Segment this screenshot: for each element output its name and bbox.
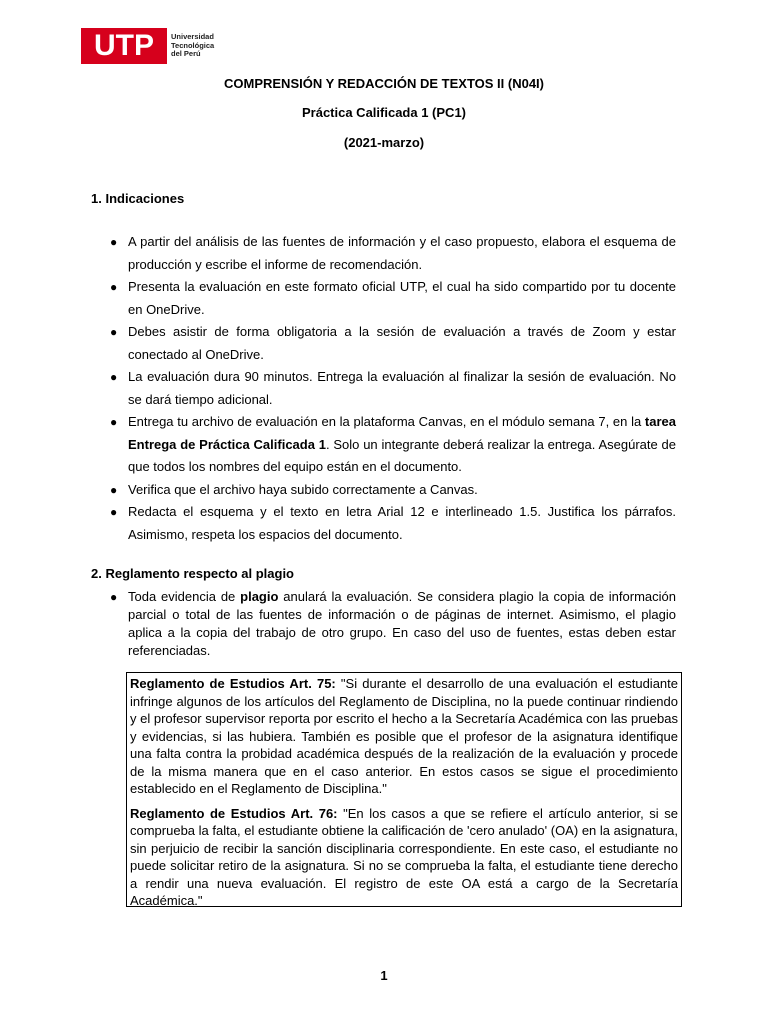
utp-logo-text xyxy=(171,33,214,59)
list-item: ● Redacta el esquema y el texto en letra Arial 12 e interlineado 1.5. Justifica los párrafos. Asimismo, respeta los espacios del documento. xyxy=(91,501,676,546)
bullet-icon: ● xyxy=(110,325,118,339)
bullet-icon: ● xyxy=(110,415,118,429)
list-item: ● Entrega tu archivo de evaluación en la plataforma Canvas, en el módulo semana 7, en la tarea Entrega de Práctica Calificada 1. Solo un integrante deberá realizar la entrega. Asegúrate de que todos los nombres del equipo están en el documento. xyxy=(91,411,676,479)
list-item: ● Debes asistir de forma obligatoria a la sesión de evaluación a través de Zoom y estar conectado al OneDrive. xyxy=(91,321,676,366)
course-title: COMPRENSIÓN Y REDACCIÓN DE TEXTOS II (N04I) xyxy=(224,76,544,91)
article-76 xyxy=(130,805,678,910)
article-76-text: "En los casos a que se refiere el artículo anterior, si se comprueba la falta, el estudiante obtiene la calificación de 'cero anulado' (OA) en la asignatura, sin perjuicio de recibir la sanción disciplinaria correspondiente. En este caso, el estudiante no puede solicitar retiro de la asignatura. Si no se comprueba la falta, el estudiante tiene derecho a rendir una nueva evaluación. El registro de este OA está a cargo de la Secretaría Académica." xyxy=(130,805,678,908)
bullet-icon: ● xyxy=(110,280,118,294)
bullet-icon: ● xyxy=(110,235,118,249)
article-75 xyxy=(130,675,678,798)
section-1-heading: 1. Indicaciones xyxy=(91,191,185,206)
logo-line-3: del Perú xyxy=(171,49,201,59)
logo-line-1: Universidad xyxy=(171,32,214,42)
instructions-list xyxy=(91,231,676,546)
utp-logo-mark: UTP xyxy=(81,28,167,64)
logo-line-2: Tecnológica xyxy=(171,40,215,50)
page-number: 1 xyxy=(380,968,388,983)
plagiarism-list xyxy=(91,588,676,660)
list-item: ● Toda evidencia de plagio anulará la evaluación. Se considera plagio la copia de información parcial o total de las fuentes de información o de páginas de internet. Asimismo, el plagio aplica a la copia del trabajo de otro grupo. En caso del uso de fuentes, estas deben estar referenciadas. xyxy=(110,589,676,658)
bullet-icon: ● xyxy=(110,370,118,384)
exam-date: (2021-marzo) xyxy=(343,135,425,150)
section-2-heading: 2. Reglamento respecto al plagio xyxy=(91,566,294,581)
list-item: ● A partir del análisis de las fuentes de información y el caso propuesto, elabora el esquema de producción y escribe el informe de recomendación. xyxy=(91,231,676,276)
article-75-text: "Si durante el desarrollo de una evaluación el estudiante infringe algunos de los artículos del Reglamento de Disciplina, no la puede continuar rindiendo y el profesor supervisor reporta por escrito el hecho a la Secretaría Académica con las pruebas y evidencias, si las hubiera. También es posible que el profesor de la asignatura identifique una falta contra la probidad académica después de la realización de la evaluación y procede de la misma manera que en el caso anterior. En estos casos se sigue el procedimiento establecido en el Reglamento de Disciplina." xyxy=(130,676,679,796)
list-item: ● Presenta la evaluación en este formato oficial UTP, el cual ha sido compartido por tu docente en OneDrive. xyxy=(91,276,676,321)
bullet-icon: ● xyxy=(110,482,118,497)
list-item: ● Verifica que el archivo haya subido correctamente a Canvas. xyxy=(91,479,676,502)
regulation-box xyxy=(126,672,682,907)
bullet-icon: ● xyxy=(110,505,118,519)
bullet-icon: ● xyxy=(110,590,118,604)
article-76-title: Reglamento de Estudios Art. 76: xyxy=(130,805,338,821)
exam-title: Práctica Calificada 1 (PC1) xyxy=(301,105,467,120)
utp-logo xyxy=(81,28,214,64)
article-75-title: Reglamento de Estudios Art. 75: xyxy=(130,676,336,691)
list-item: ● La evaluación dura 90 minutos. Entrega la evaluación al finalizar la sesión de evaluación. No se dará tiempo adicional. xyxy=(91,366,676,411)
